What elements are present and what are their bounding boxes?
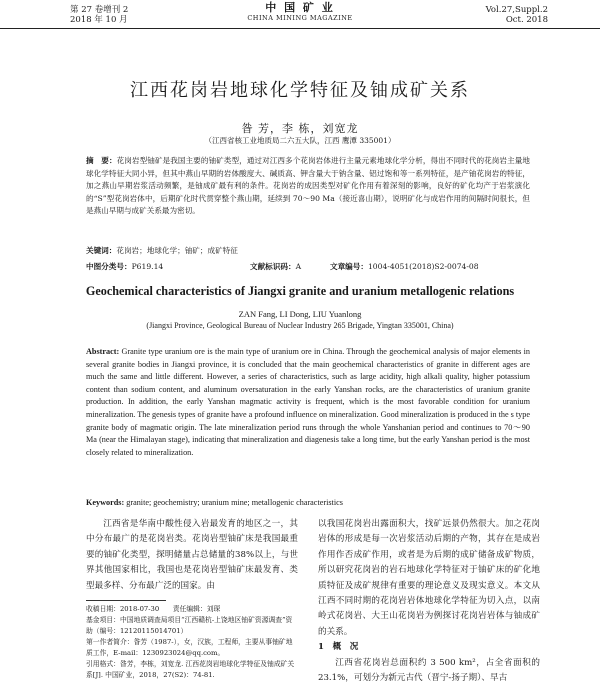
clc-number: 中图分类号：P619.14 [86,262,164,271]
running-header [0,0,600,29]
footnote-received: 收稿日期：2018-07-30 责任编辑：刘琛 [86,605,221,613]
header-date-en: Oct. 2018 [505,15,548,25]
document-code: 文献标识码：A [250,262,302,271]
keywords-en-label: Keywords: [86,498,125,507]
keywords-cn-label: 关键词： [86,246,117,255]
journal-name-en: CHINA MINING MAGAZINE [247,14,353,22]
affiliation-cn: （江西省核工业地质局二六五大队，江西 鹰潭 335001） [204,136,396,145]
authors-en: ZAN Fang, LI Dong, LIU Yuanlong [238,309,362,319]
footnotes [86,604,298,681]
body-paragraph: 江西省花岗岩总面积约 3 500 km²，占全省面积的 23.1%，可划分为新元古代（晋宁-扬子期）、早古 [318,657,540,684]
body-left-column [86,517,298,594]
authors-cn: 昝 芳，李 栋，刘宽龙 [241,122,359,135]
abstract-cn-label: 摘 要： [86,156,117,165]
body-paragraph: 以我国花岗岩出露面积大，找矿远景仍然很大。加之花岗岩体的形成是每一次岩浆活动后期的产物，其存在是成岩作用作否成矿作用，或者是为后期的成矿储备成矿物质，所以研究花岗岩的岩石地球化学特征对于铀矿床的矿化地质特征及成矿规律有重要的理论意义及现实意义。本文从江西不同时期的花岗岩岩体地球化学特征为切入点，以南岭式花岗岩、大王山花岗岩为例探讨花岗岩岩体与铀成矿的关系。 [318,519,540,637]
article-number: 文章编号：1004-4051(2018)S2-0074-08 [330,262,479,271]
keywords-cn [86,245,530,257]
header-volume-en: Vol.27,Suppl.2 [485,5,548,15]
article-title-en: Geochemical characteristics of Jiangxi granite and uranium metallogenic relations [85,284,515,298]
footnote-author: 第一作者简介：昝芳（1987-），女，汉族，工程师，主要从事铀矿地质工作，E-mail：1230923024@qq.com。 [86,638,293,657]
article-title-cn: 江西花岗岩地球化学特征及铀成矿关系 [130,80,470,101]
footnote-divider [86,600,166,601]
keywords-en [86,497,530,509]
abstract-en-text: Granite type uranium ore is the main type of uranium ore in China. Through the geochemical analysis of major elements in several granite bodies in Jiangxi province, it is concluded that the main geochemical characteristics of granite in different ages are much the same and little different. However, a series of characteristics, such as large acidity, high alkali quality, higher potassium content than sodium content, and aluminum oversaturation in the early Yanshan rocks, are the characteristics of uranium granite production. In addition, the early Yanshan magmatic activity is frequent, which is the most favorable condition for uranium mineralization. The genesis types of granite have a profound influence on mineralization. Good mineralization is produced in the s type granite body of magmatic origin. The late mineralization period runs through the whole Yanshanian period and continues to 70～90 Ma (near the Himalayan stage), indicating that mineralization and diagenesis take a long time, but the early Yanshan period is the most closely related to mineralization. [86,347,530,457]
footnote-citation: 引用格式：昝芳，李栋，刘宽龙. 江西花岗岩地球化学特征及铀成矿关系[J]. 中国矿业，2018，27(S2)：74-81. [86,660,295,679]
abstract-cn [86,155,530,218]
journal-name-cn: 中 国 矿 业 [265,1,335,14]
body-paragraph: 江西省是华南中酸性侵入岩最发育的地区之一，其中分布最广的是花岗岩类。花岗岩型铀矿床是我国最重要的铀矿化类型，探明储量占总储量的38%以上，与世界其他国家相比，我国也是花岗岩型铀矿床最发育、类型最多样、分布最广泛的国家。由 [86,519,298,591]
header-right [486,5,548,25]
footnote-funding: 基金项目：中国地质调查局项目“江西赣杭-上饶地区铀矿资源调查”资助（编号：12120115014701） [86,616,293,635]
keywords-cn-text: 花岗岩；地球化学；铀矿；成矿特征 [116,246,238,255]
keywords-en-text: granite; geochemistry; uranium mine; metallogenic characteristics [126,498,343,507]
abstract-cn-text: 花岗岩型铀矿是我国主要的铀矿类型，通过对江西多个花岗岩体进行主量元素地球化学分析，得出不同时代的花岗岩主量地球化学特征大同小异，但其中燕山早期的岩体酸度大、碱质高、钾含量大于钠含量、铝过饱和等一系列特征，是产铀花岗岩的特征，加之燕山早期岩浆活动频繁，是铀成矿最有利的条件。花岗岩的成因类型对矿化作用有着深刻的影响，良好的矿化均产于岩浆演化的“S”型花岗岩体中，后期矿化时代贯穿整个燕山期，延续到 70～90 Ma（接近喜山期），说明矿化与成岩作用的间隔时间很长，但是燕山早期与成矿关系最为密切。 [86,156,530,215]
abstract-en-label: Abstract: [86,347,120,356]
header-date-cn: 2018 年 10 月 [70,15,128,25]
affiliation-en: (Jiangxi Province, Geological Bureau of Nuclear Industry 265 Brigade, Yingtan 335001, China) [146,321,454,330]
abstract-en [86,346,530,459]
header-volume-cn: 第 27 卷增刊 2 [70,5,129,15]
section-heading: 1 概 况 [318,642,359,653]
body-right-column [318,517,540,686]
